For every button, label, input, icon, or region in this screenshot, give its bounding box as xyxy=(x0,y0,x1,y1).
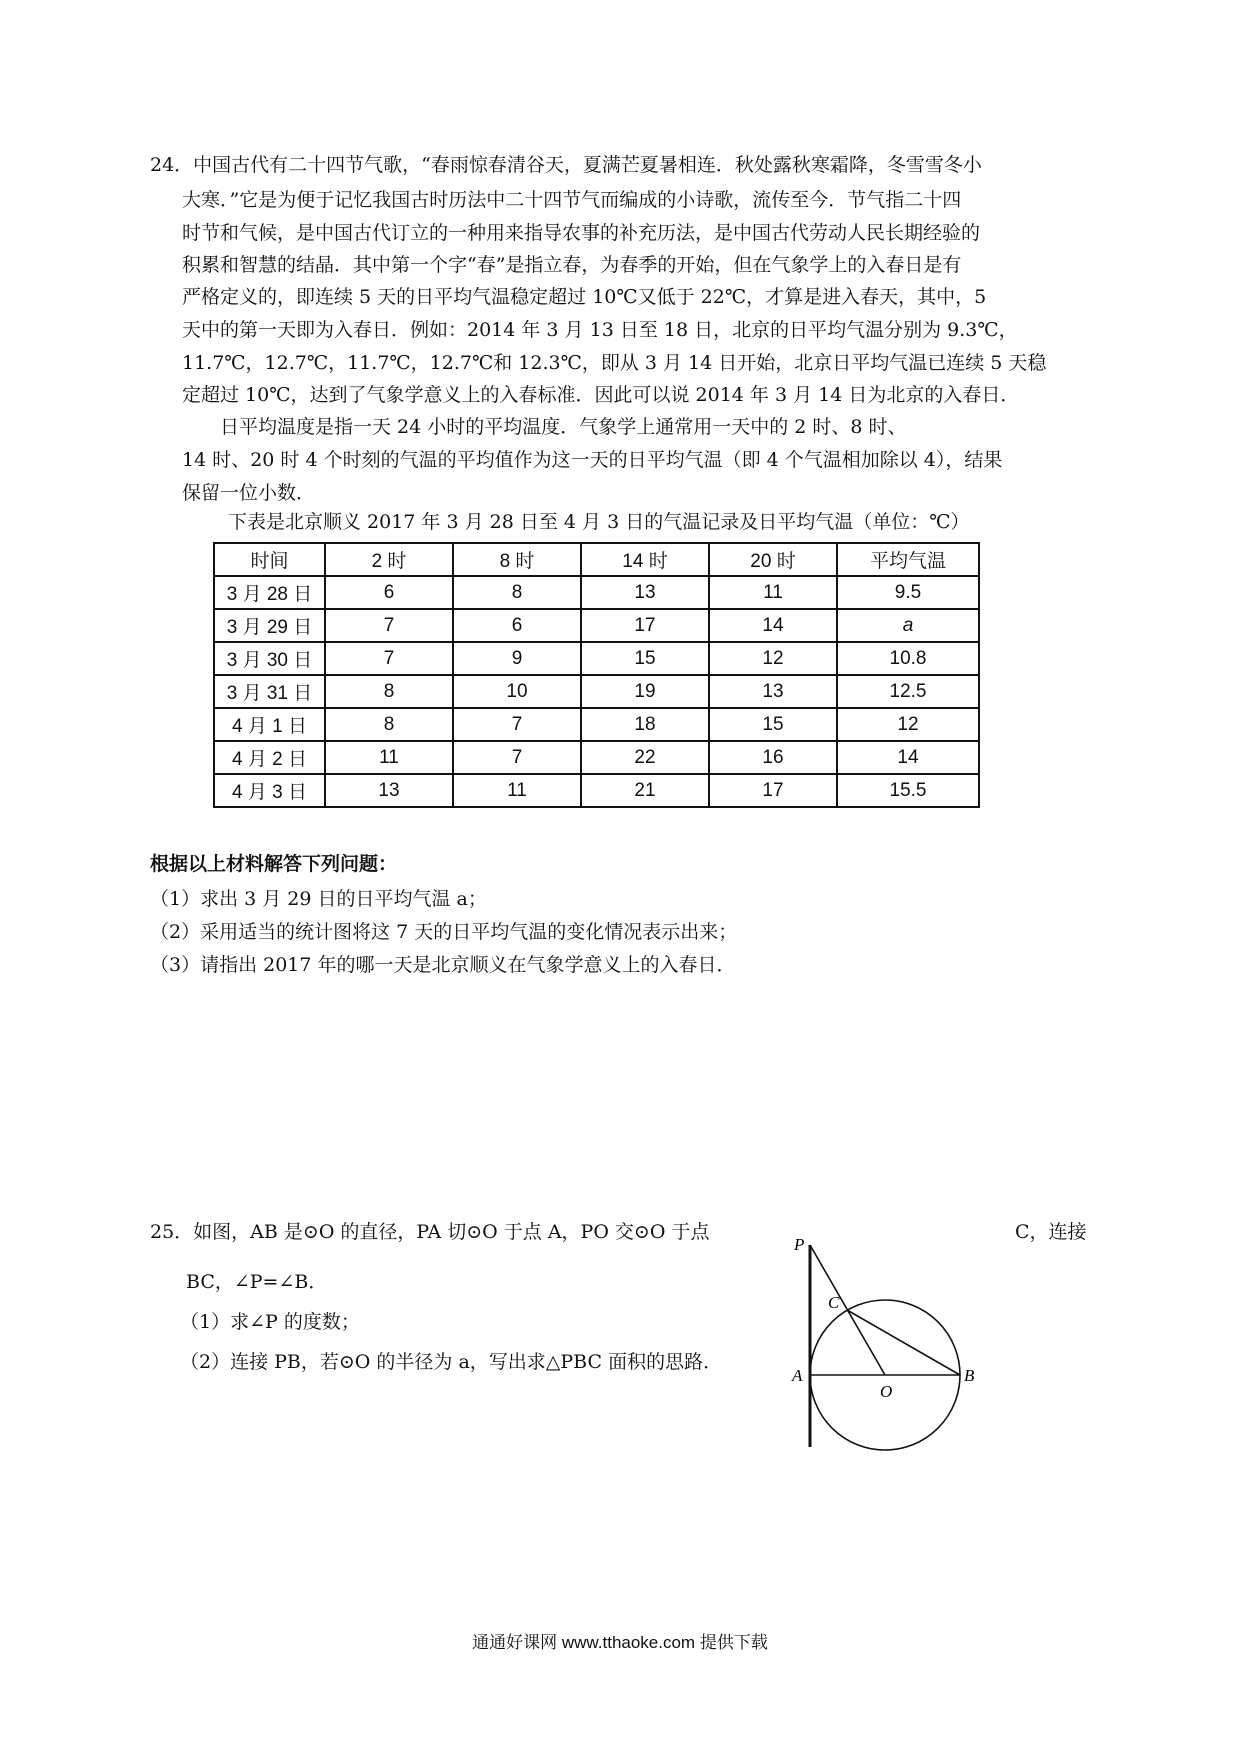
table-row xyxy=(214,708,979,741)
table-cell: 13 xyxy=(325,774,453,807)
table-cell: 21 xyxy=(581,774,709,807)
table-row xyxy=(214,741,979,774)
table-cell: 15.5 xyxy=(837,774,979,807)
table-cell: 15 xyxy=(581,642,709,675)
table-cell: 16 xyxy=(709,741,837,774)
question-24-line: 日平均温度是指一天 24 小时的平均温度．气象学上通常用一天中的 2 时、8 时、 xyxy=(182,416,907,438)
table-cell: 10 xyxy=(453,675,581,708)
table-row xyxy=(214,675,979,708)
table-cell: 4 月 1 日 xyxy=(214,708,325,741)
question-24-line: 保留一位小数． xyxy=(182,482,316,504)
circle-tangent-diagram xyxy=(780,1225,980,1455)
table-cell: 15 xyxy=(709,708,837,741)
table-cell: 6 xyxy=(325,576,453,609)
subquestion-24-2: （2）采用适当的统计图将这 7 天的日平均气温的变化情况表示出来； xyxy=(150,921,738,943)
question-24-line: 定超过 10℃，达到了气象学意义上的入春标准．因此可以说 2014 年 3 月 14 日为北京的入春日． xyxy=(182,384,1020,406)
footer-source: 通通好课网 www.tthaoke.com 提供下载 xyxy=(472,1633,768,1652)
table-cell: 12.5 xyxy=(837,675,979,708)
table-cell: 7 xyxy=(453,741,581,774)
table-cell: 3 月 30 日 xyxy=(214,642,325,675)
question-25-line-2: BC，∠P=∠B． xyxy=(186,1271,328,1293)
table-cell: 3 月 31 日 xyxy=(214,675,325,708)
table-cell: 4 月 3 日 xyxy=(214,774,325,807)
label-b: B xyxy=(964,1366,975,1385)
table-cell: 22 xyxy=(581,741,709,774)
table-caption: 下表是北京顺义 2017 年 3 月 28 日至 4 月 3 日的气温记录及日平均气温（单位：℃） xyxy=(228,511,970,533)
question-24-line: 天中的第一天即为入春日．例如：2014 年 3 月 13 日至 18 日，北京的日平均气温分别为 9.3℃， xyxy=(182,319,1018,341)
table-cell: 19 xyxy=(581,675,709,708)
table-cell: 6 xyxy=(453,609,581,642)
table-cell: 11 xyxy=(709,576,837,609)
temperature-table xyxy=(213,542,980,808)
table-row xyxy=(214,576,979,609)
subquestion-25-2: （2）连接 PB，若⊙O 的半径为 a，写出求△PBC 面积的思路． xyxy=(180,1351,723,1373)
table-cell: 7 xyxy=(325,642,453,675)
table-cell: 11 xyxy=(325,741,453,774)
label-c: C xyxy=(828,1293,840,1312)
table-header-cell: 14 时 xyxy=(581,543,709,576)
question-24-line: 大寒．”它是为便于记忆我国古时历法中二十四节气而编成的小诗歌，流传至今．节气指二十四 xyxy=(182,189,962,211)
table-header-cell: 20 时 xyxy=(709,543,837,576)
table-cell: 12 xyxy=(709,642,837,675)
table-cell: 3 月 28 日 xyxy=(214,576,325,609)
table-cell: 13 xyxy=(709,675,837,708)
table-cell: 11 xyxy=(453,774,581,807)
subquestion-25-1: （1）求∠P 的度数； xyxy=(180,1311,360,1333)
label-p: P xyxy=(794,1235,805,1254)
table-row xyxy=(214,774,979,807)
table-cell: 8 xyxy=(325,708,453,741)
table-header-cell: 8 时 xyxy=(453,543,581,576)
table-cell: 14 xyxy=(837,741,979,774)
question-24-line: 11.7℃，12.7℃，11.7℃，12.7℃和 12.3℃，即从 3 月 14 日开始，北京日平均气温已连续 5 天稳 xyxy=(182,352,1047,374)
table-cell: a xyxy=(837,609,979,642)
table-cell: 8 xyxy=(453,576,581,609)
table-cell: 9.5 xyxy=(837,576,979,609)
table-header-cell: 平均气温 xyxy=(837,543,979,576)
table-cell: 12 xyxy=(837,708,979,741)
table-cell: 14 xyxy=(709,609,837,642)
label-o: O xyxy=(880,1382,893,1401)
segment-bc xyxy=(847,1310,960,1375)
table-header-cell: 时间 xyxy=(214,543,325,576)
question-24-line: 24．中国古代有二十四节气歌，“春雨惊春清谷天，夏满芒夏暑相连．秋处露秋寒霜降，冬雪雪冬小 xyxy=(150,154,982,176)
label-a: A xyxy=(792,1366,803,1385)
table-cell: 8 xyxy=(325,675,453,708)
table-cell: 3 月 29 日 xyxy=(214,609,325,642)
table-row xyxy=(214,642,979,675)
question-24-line: 积累和智慧的结晶．其中第一个字“春”是指立春，为春季的开始，但在气象学上的入春日是有 xyxy=(182,254,962,276)
question-24-line: 严格定义的，即连续 5 天的日平均气温稳定超过 10℃又低于 22℃，才算是进入春天，其中，5 xyxy=(182,286,987,308)
question-24-line: 14 时、20 时 4 个时刻的气温的平均值作为这一天的日平均气温（即 4 个气温相加除以 4），结果 xyxy=(182,449,1003,471)
table-cell: 13 xyxy=(581,576,709,609)
question-prompt: 根据以上材料解答下列问题： xyxy=(150,853,398,875)
question-24-line: 时节和气候，是中国古代订立的一种用来指导农事的补充历法，是中国古代劳动人民长期经验的 xyxy=(182,222,981,244)
table-cell: 4 月 2 日 xyxy=(214,741,325,774)
question-25-line-1: 25．如图，AB 是⊙O 的直径，PA 切⊙O 于点 A，PO 交⊙O 于点 xyxy=(150,1221,710,1243)
table-cell: 17 xyxy=(581,609,709,642)
subquestion-24-1: （1）求出 3 月 29 日的日平均气温 a； xyxy=(150,888,487,910)
table-cell: 9 xyxy=(453,642,581,675)
question-25-line-1-tail: C，连接 xyxy=(1015,1221,1087,1243)
table-cell: 18 xyxy=(581,708,709,741)
table-cell: 10.8 xyxy=(837,642,979,675)
table-cell: 7 xyxy=(325,609,453,642)
table-row xyxy=(214,609,979,642)
table-body xyxy=(214,576,979,807)
subquestion-24-3: （3）请指出 2017 年的哪一天是北京顺义在气象学意义上的入春日． xyxy=(150,954,736,976)
table-cell: 7 xyxy=(453,708,581,741)
table-header-cell: 2 时 xyxy=(325,543,453,576)
table-cell: 17 xyxy=(709,774,837,807)
table-header-row xyxy=(214,543,979,576)
